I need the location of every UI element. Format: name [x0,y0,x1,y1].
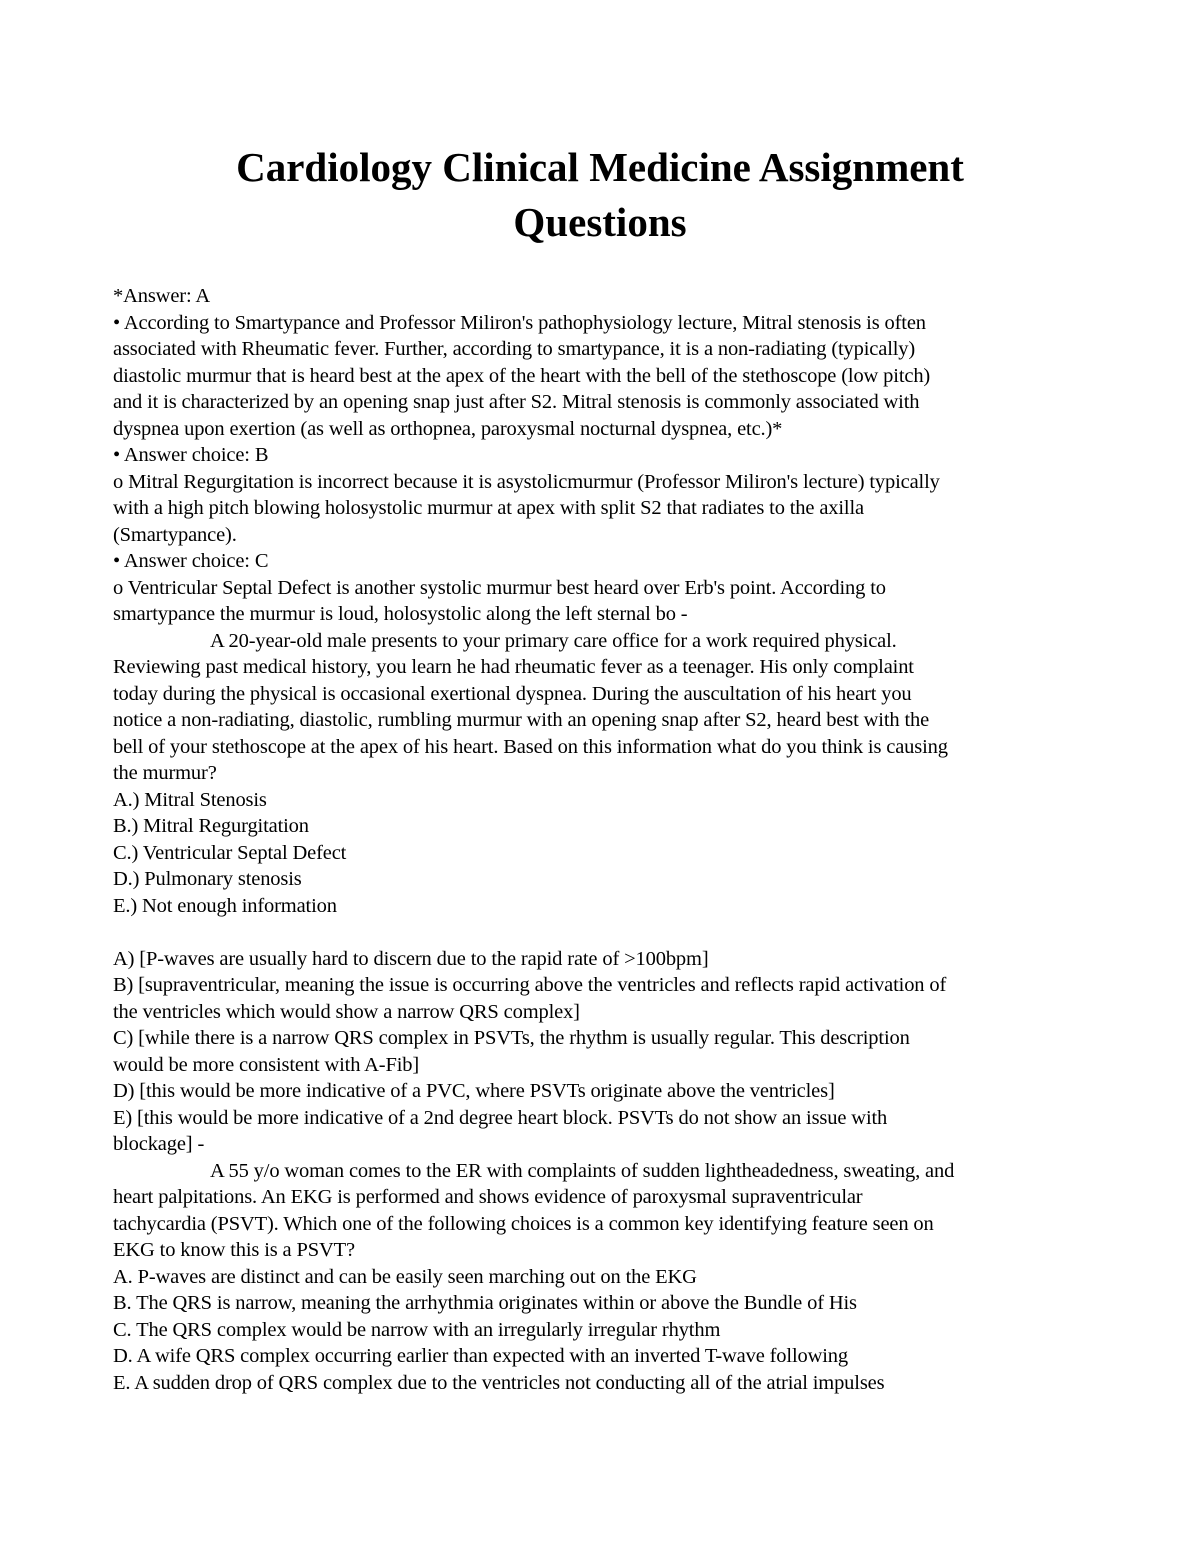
question-stem-line: today during the physical is occasional exertional dyspnea. During the auscultation of his heart you [113,682,912,705]
paragraph-spacer [113,919,1103,946]
rationale-line: the ventricles which would show a narrow QRS complex] [113,1000,580,1023]
answer-option: A.) Mitral Stenosis [113,788,267,811]
question-stem-line: EKG to know this is a PSVT? [113,1239,355,1261]
rationale-line: A) [P-waves are usually hard to discern due to the rapid rate of >100bpm] [113,947,709,970]
choice-b-header: • Answer choice: B [113,444,269,466]
question-stem-line: tachycardia (PSVT). Which one of the following choices is a common key identifying feature seen on [113,1212,934,1235]
choice-b-text: (Smartypance). [113,523,237,546]
page-title [0,140,1200,250]
question-stem-line: the murmur? [113,762,217,784]
answer-option: D.) Pulmonary stenosis [113,868,302,890]
choice-c-text: o Ventricular Septal Defect is another systolic murmur best heard over Erb's point. According to [113,576,886,599]
question-stem-line: bell of your stethoscope at the apex of his heart. Based on this information what do you think is causing [113,735,948,758]
answer-option: C.) Ventricular Septal Defect [113,841,347,864]
choice-b-text: o Mitral Regurgitation is incorrect because it is asystolicmurmur (Professor Miliron's lecture) typically [113,470,940,493]
rationale-line: blockage] - [113,1133,205,1155]
question-stem-line: notice a non-radiating, diastolic, rumbling murmur with an opening snap after S2, heard best with the [113,709,930,731]
choice-c-text: smartypance the murmur is loud, holosystolic along the left sternal bo - [113,603,688,625]
document-body [113,283,1103,1396]
explanation-line: diastolic murmur that is heard best at the apex of the heart with the bell of the stethoscope (low pitch) [113,364,931,387]
explanation-line: and it is characterized by an opening snap just after S2. Mitral stenosis is commonly associated with [113,391,920,413]
question-stem-first-line: A 20-year-old male presents to your primary care office for a work required physical. [210,629,897,652]
question-stem-first-line: A 55 y/o woman comes to the ER with complaints of sudden lightheadedness, sweating, and [210,1159,955,1182]
title-line-1: Cardiology Clinical Medicine Assignment [236,144,964,190]
answer-option: B.) Mitral Regurgitation [113,815,309,837]
answer-option: B. The QRS is narrow, meaning the arrhythmia originates within or above the Bundle of His [113,1292,857,1314]
rationale-line: E) [this would be more indicative of a 2nd degree heart block. PSVTs do not show an issue with [113,1106,888,1129]
choice-c-header: • Answer choice: C [113,550,269,572]
question-stem-line: heart palpitations. An EKG is performed and shows evidence of paroxysmal supraventricular [113,1186,863,1208]
answer-option: A. P-waves are distinct and can be easily seen marching out on the EKG [113,1265,697,1288]
answer-option: D. A wife QRS complex occurring earlier than expected with an inverted T-wave following [113,1345,848,1367]
explanation-line: associated with Rheumatic fever. Further, according to smartypance, it is a non-radiating (typically) [113,338,916,360]
answer-option: E.) Not enough information [113,894,337,917]
rationale-line: D) [this would be more indicative of a PVC, where PSVTs originate above the ventricles] [113,1080,835,1102]
question-stem-line: Reviewing past medical history, you learn he had rheumatic fever as a teenager. His only complaint [113,656,914,678]
answer-option: E. A sudden drop of QRS complex due to the ventricles not conducting all of the atrial impulses [113,1371,885,1394]
rationale-line: B) [supraventricular, meaning the issue is occurring above the ventricles and reflects rapid activation of [113,974,947,996]
explanation-line: dyspnea upon exertion (as well as orthopnea, paroxysmal nocturnal dyspnea, etc.)* [113,417,783,440]
rationale-line: C) [while there is a narrow QRS complex in PSVTs, the rhythm is usually regular. This description [113,1027,910,1049]
choice-b-text: with a high pitch blowing holosystolic murmur at apex with split S2 that radiates to the axilla [113,497,864,519]
rationale-line: would be more consistent with A-Fib] [113,1053,420,1076]
answer-line: *Answer: A [113,285,211,307]
explanation-line: • According to Smartypance and Professor Miliron's pathophysiology lecture, Mitral stenosis is often [113,311,926,334]
title-line-2: Questions [513,199,687,245]
answer-option: C. The QRS complex would be narrow with an irregularly irregular rhythm [113,1318,721,1341]
